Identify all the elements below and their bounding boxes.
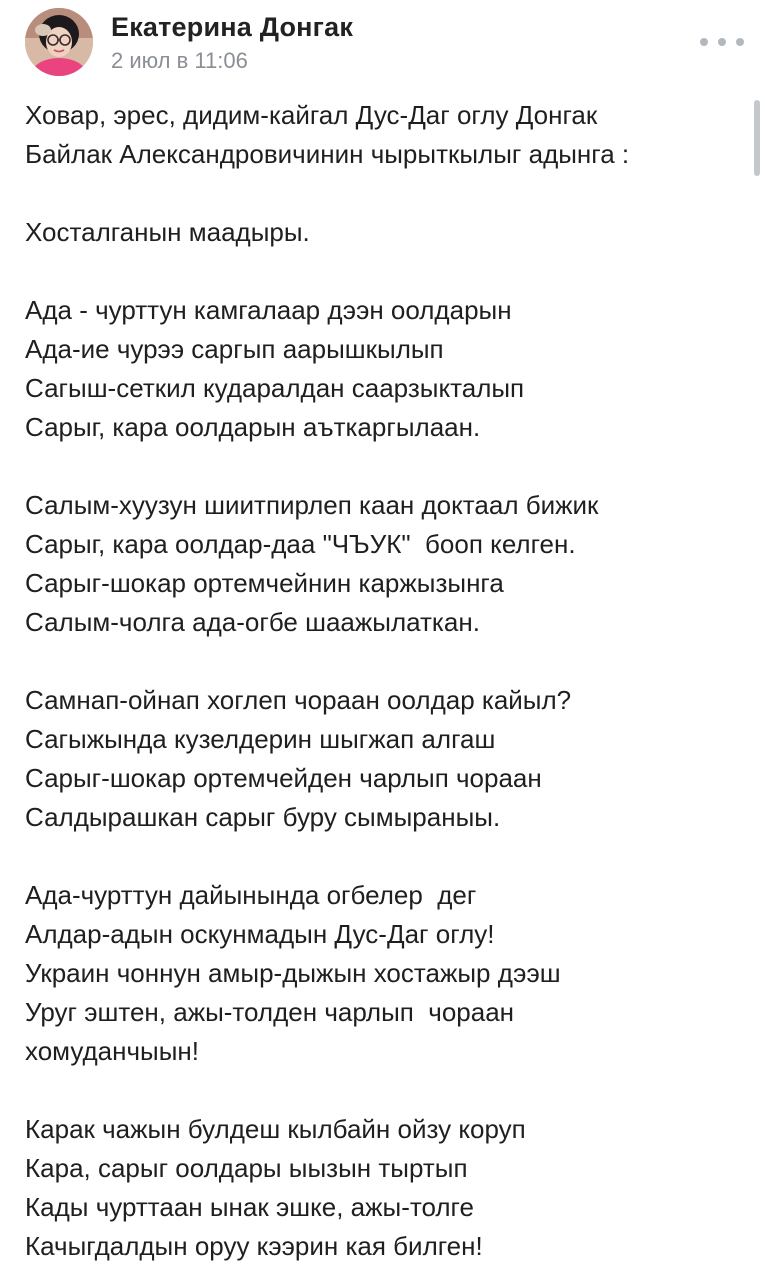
scrollbar-thumb[interactable] (754, 100, 760, 176)
more-dot (718, 38, 726, 46)
author-name[interactable]: Екатерина Донгак (111, 12, 354, 42)
poem-line: Салдырашкан сарыг буру сымыраныы. (25, 802, 501, 832)
poem-line: Сарыг-шокар ортемчейден чарлып чораан (25, 763, 542, 793)
poem-line: Ада-чурттун дайынында огбелер дег (25, 880, 477, 910)
stanza (25, 213, 740, 252)
poem-line: хомуданчыын! (25, 1036, 199, 1066)
poem-line: Байлак Александровичинин чырыткылыг адынга : (25, 139, 630, 169)
stanza (25, 681, 740, 837)
poem-line: Сарыг-шокар ортемчейнин каржызынга (25, 568, 504, 598)
poem-line: Сарыг, кара оолдарын аъткаргылаан. (25, 412, 481, 442)
poem-line: Качыгдалдын оруу кээрин кая билген! (25, 1231, 483, 1261)
poem-line: Сарыг, кара оолдар-даа "ЧЪУК" бооп келген. (25, 529, 576, 559)
poem-line: Салым-хуузун шиитпирлеп каан доктаал бижик (25, 490, 599, 520)
avatar-photo-icon (25, 8, 93, 76)
poem-line: Сагыжында кузелдерин шыгжап алгаш (25, 724, 496, 754)
stanza (25, 96, 740, 174)
post-header (0, 0, 765, 90)
poem-line: Ада-ие чурээ саргып аарышкылып (25, 334, 444, 364)
post-date[interactable]: 2 июл в 11:06 (111, 48, 248, 73)
stanza (25, 1110, 740, 1266)
poem-line: Кады чурттаан ынак эшке, ажы-толге (25, 1192, 474, 1222)
poem-line: Алдар-адын оскунмадын Дус-Даг оглу! (25, 919, 495, 949)
poem-line: Салым-чолга ада-огбе шаажылаткан. (25, 607, 480, 637)
more-dots-icon[interactable] (700, 30, 744, 54)
more-dot (736, 38, 744, 46)
post-text (25, 96, 740, 1266)
poem-line: Сагыш-сеткил кударалдан саарзыкталып (25, 373, 525, 403)
poem-title: Хосталганын маадыры. (25, 217, 310, 247)
stanza (25, 876, 740, 1071)
more-dot (700, 38, 708, 46)
poem-line: Украин чоннун амыр-дыжын хостажыр дээш (25, 958, 561, 988)
poem-line: Кара, сарыг оолдары ыызын тыртып (25, 1153, 468, 1183)
poem-line: Уруг эштен, ажы-толден чарлып чораан (25, 997, 515, 1027)
author-avatar[interactable] (25, 8, 93, 76)
poem-line: Ховар, эрес, дидим-кайгал Дус-Даг оглу Донгак (25, 100, 598, 130)
stanza (25, 486, 740, 642)
poem-line: Самнап-ойнап хоглеп чораан оолдар кайыл? (25, 685, 572, 715)
poem-line: Карак чажын булдеш кылбайн ойзу коруп (25, 1114, 526, 1144)
stanza (25, 291, 740, 447)
poem-line: Ада - чурттун камгалаар дээн оолдарын (25, 295, 512, 325)
